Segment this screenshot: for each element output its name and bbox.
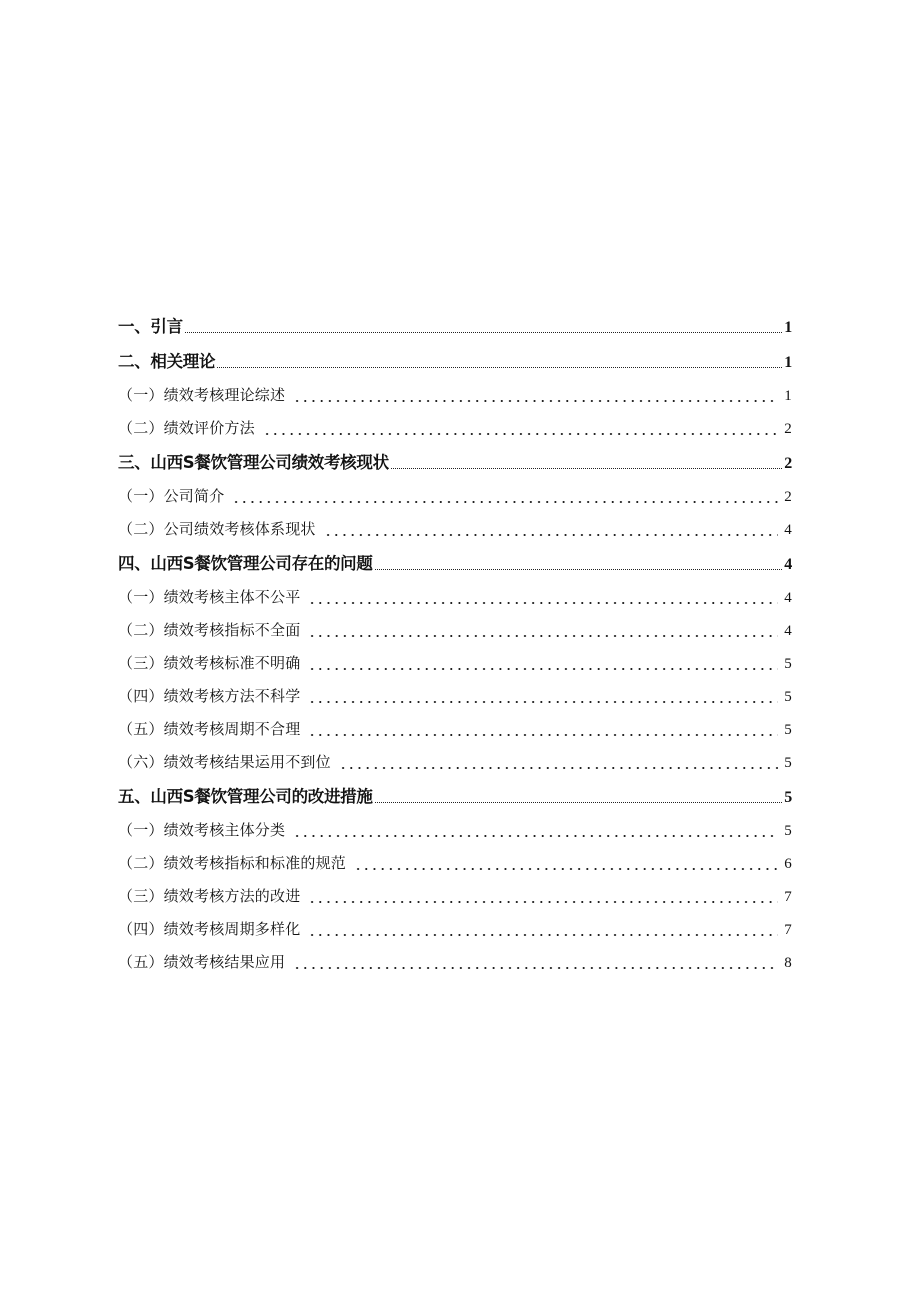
dot-leader [287,379,782,412]
toc-entry-label: （一）绩效考核主体不公平 [118,588,301,606]
toc-entry-label: （四）绩效考核方法不科学 [118,687,301,705]
toc-entry-page: 6 [784,856,792,872]
dot-leader [333,746,782,779]
toc-entry[interactable] [118,746,792,779]
toc-entry-label: （三）绩效考核标准不明确 [118,654,301,672]
toc-entry[interactable] [118,581,792,614]
dot-leader [302,614,782,647]
toc-entry-label: （二）绩效评价方法 [118,419,255,437]
toc-entry-page: 5 [784,789,792,806]
toc-entry-page: 1 [784,354,792,371]
toc-entry-page: 4 [784,623,792,639]
dot-leader [185,309,782,344]
toc-entry[interactable] [118,614,792,647]
toc-entry-label: （二）公司绩效考核体系现状 [118,520,316,538]
toc-entry-label: （五）绩效考核结果应用 [118,953,286,971]
toc-entry-page: 2 [784,421,792,437]
toc-entry-label: 一、引言 [118,317,183,336]
toc-entry-label: （二）绩效考核指标和标准的规范 [118,854,347,872]
toc-entry-page: 5 [784,689,792,705]
dot-leader [226,480,782,513]
toc-entry[interactable] [118,913,792,946]
toc-entry[interactable] [118,880,792,913]
toc-entry[interactable] [118,309,792,344]
toc-entry[interactable] [118,480,792,513]
dot-leader [302,581,782,614]
dot-leader [302,647,782,680]
dot-leader [257,412,782,445]
toc-entry[interactable] [118,814,792,847]
toc-entry-page: 5 [784,755,792,771]
table-of-contents [118,309,792,979]
toc-entry[interactable] [118,379,792,412]
toc-entry-label: （四）绩效考核周期多样化 [118,920,301,938]
dot-leader [348,847,782,880]
dot-leader [302,913,782,946]
toc-entry-page: 7 [784,922,792,938]
toc-entry[interactable] [118,680,792,713]
toc-entry-page: 7 [784,889,792,905]
dot-leader [287,814,782,847]
dot-leader [302,713,782,746]
toc-entry[interactable] [118,847,792,880]
dot-leader [318,513,783,546]
toc-entry-page: 5 [784,722,792,738]
toc-entry-page: 4 [784,590,792,606]
toc-entry[interactable] [118,713,792,746]
toc-entry-label: （六）绩效考核结果运用不到位 [118,753,331,771]
toc-entry-page: 4 [784,522,792,538]
toc-entry-label: （一）绩效考核理论综述 [118,386,286,404]
toc-entry[interactable] [118,946,792,979]
toc-entry-page: 5 [784,823,792,839]
dot-leader [375,779,783,814]
toc-entry-label: 二、相关理论 [118,352,216,371]
toc-entry[interactable] [118,445,792,480]
toc-entry-label: （三）绩效考核方法的改进 [118,887,301,905]
toc-entry-page: 2 [784,455,792,472]
toc-entry-page: 2 [784,489,792,505]
dot-leader [302,880,782,913]
toc-entry[interactable] [118,344,792,379]
dot-leader [375,546,783,581]
toc-entry-page: 1 [784,388,792,404]
toc-entry-label: （五）绩效考核周期不合理 [118,720,301,738]
toc-entry-label: 四、山西S餐饮管理公司存在的问题 [118,554,373,573]
dot-leader [302,680,782,713]
toc-entry-page: 1 [784,319,792,336]
toc-entry[interactable] [118,647,792,680]
toc-entry-label: （二）绩效考核指标不全面 [118,621,301,639]
toc-entry[interactable] [118,779,792,814]
dot-leader [217,344,782,379]
toc-entry[interactable] [118,546,792,581]
toc-entry-label: 五、山西S餐饮管理公司的改进措施 [118,787,373,806]
toc-entry-label: （一）公司简介 [118,487,225,505]
dot-leader [287,946,782,979]
toc-entry-label: 三、山西S餐饮管理公司绩效考核现状 [118,453,389,472]
dot-leader [391,445,783,480]
toc-entry[interactable] [118,513,792,546]
toc-entry-label: （一）绩效考核主体分类 [118,821,286,839]
toc-entry[interactable] [118,412,792,445]
toc-entry-page: 4 [784,556,792,573]
toc-entry-page: 8 [784,955,792,971]
toc-entry-page: 5 [784,656,792,672]
